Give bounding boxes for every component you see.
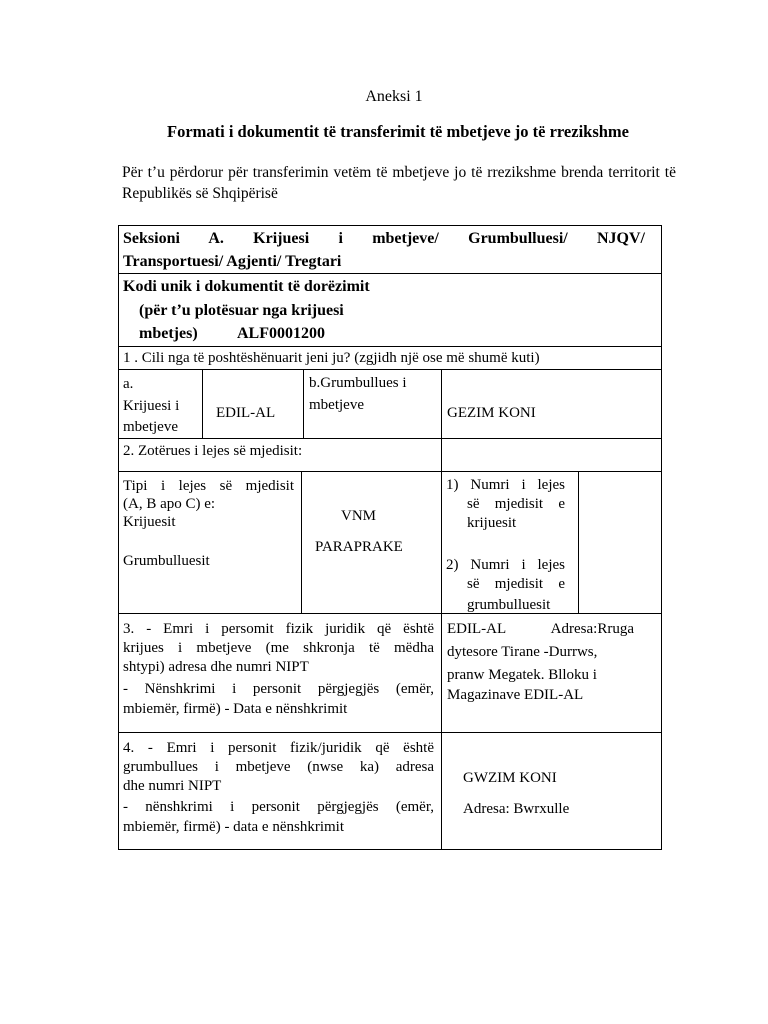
question-3-label: 3. - Emri i persomit fizik juridik që është: [123, 621, 434, 637]
column-divider: [441, 438, 442, 471]
q1-option-a-label: Krijuesi i: [123, 398, 180, 414]
question-3-value: dytesore Tirane -Durrws,: [447, 644, 598, 660]
q1-option-a-value: EDIL-AL: [216, 405, 276, 421]
question-4-value: Adresa: Bwrxulle: [463, 801, 570, 817]
row-divider: [118, 613, 662, 614]
column-divider: [303, 369, 304, 438]
q1-option-a-label: mbetjeve: [123, 419, 178, 435]
code-label: Kodi unik i dokumentit të dorëzimit: [123, 278, 370, 295]
permit-type-label: Krijuesit: [123, 514, 176, 530]
row-divider: [118, 438, 662, 439]
question-4-label: mbiemër, firmë) - data e nënshkrimit: [123, 819, 344, 835]
permit-type-label: Tipi i lejes së mjedisit: [123, 478, 294, 494]
intro-paragraph: Për t’u përdorur për transferimin vetëm të mbetjeve jo të rrezikshme brenda territorit të Republikës së Shqipërisë: [122, 164, 676, 202]
question-3-value: pranw Megatek. Blloku i: [447, 667, 597, 683]
row-divider: [118, 471, 662, 472]
permit-type-label: (A, B apo C) e:: [123, 496, 216, 512]
column-divider: [441, 471, 442, 613]
permit-type-value: PARAPRAKE: [315, 539, 403, 555]
row-divider: [118, 369, 662, 370]
permit-type-value: VNM: [341, 508, 377, 524]
row-divider: [118, 732, 662, 733]
row-divider: [118, 273, 662, 274]
question-3-label: mbiemër, firmë) - Data e nënshkrimit: [123, 701, 348, 717]
column-divider: [441, 732, 442, 850]
question-1-label: 1 . Cili nga të poshtëshënuarit jeni ju? (zgjidh një ose më shumë kuti): [123, 350, 540, 366]
code-label: mbetjes): [139, 325, 198, 342]
section-a-heading: Seksioni A. Krijuesi i mbetjeve/ Grumbulluesi/ NJQV/: [123, 230, 645, 247]
section-a-heading: Transportuesi/ Agjenti/ Tregtari: [123, 253, 342, 270]
question-4-label: grumbullues i mbetjeve (nwse ka) adresa: [123, 759, 434, 775]
question-3-value: Magazinave EDIL-AL: [447, 687, 584, 703]
permit-number-1-label: së mjedisit e: [467, 496, 565, 512]
column-divider: [441, 369, 442, 438]
permit-type-label: Grumbulluesit: [123, 553, 210, 569]
q1-option-b-label: mbetjeve: [309, 397, 364, 413]
permit-number-2-label: grumbulluesit: [467, 597, 551, 613]
q1-option-a-label: a.: [123, 376, 134, 392]
permit-number-2-label: së mjedisit e: [467, 576, 565, 592]
question-4-value: GWZIM KONI: [463, 770, 557, 786]
annex-title: Aneksi 1: [365, 88, 423, 105]
column-divider: [441, 613, 442, 732]
q1-option-b-value: GEZIM KONI: [447, 405, 536, 421]
document-title: Formati i dokumentit të transferimit të mbetjeve jo të rrezikshme: [167, 122, 629, 141]
question-4-label: 4. - Emri i personit fizik/juridik që është: [123, 740, 434, 756]
question-2-label: 2. Zotërues i lejes së mjedisit:: [123, 443, 303, 459]
code-value: ALF0001200: [237, 325, 325, 342]
code-label: (për t’u plotësuar nga krijuesi: [139, 302, 344, 319]
row-divider: [118, 346, 662, 347]
question-4-label: dhe numri NIPT: [123, 778, 222, 794]
column-divider: [578, 471, 579, 613]
q1-option-b-label: b.Grumbullues i: [309, 375, 407, 391]
permit-number-1-label: krijuesit: [467, 515, 517, 531]
permit-number-2-label: 2) Numri i lejes: [446, 557, 565, 573]
question-3-label: shtypi) adresa dhe numri NIPT: [123, 659, 309, 675]
column-divider: [301, 471, 302, 613]
column-divider: [202, 369, 203, 438]
question-4-label: - nënshkrimi i personit përgjegjës (emër,: [123, 799, 434, 815]
question-3-label: - Nënshkrimi i personit përgjegjës (emër,: [123, 681, 434, 697]
permit-number-1-label: 1) Numri i lejes: [446, 477, 565, 493]
question-3-label: krijues i mbetjeve (me shkronja të mëdha: [123, 640, 434, 656]
question-3-value: EDIL-AL Adresa:Rruga: [447, 621, 634, 637]
